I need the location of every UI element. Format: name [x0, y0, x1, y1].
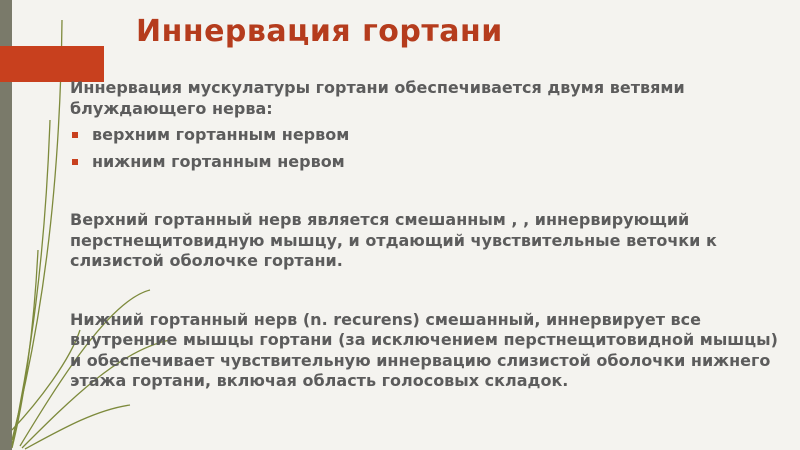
title-accent-bar: [0, 46, 104, 82]
bullet-text: верхним гортанным нервом: [92, 125, 350, 144]
intro-text: Иннервация мускулатуры гортани обеспечивается двумя ветвями блуждающего нерва:: [70, 78, 685, 118]
square-bullet-icon: [72, 159, 78, 165]
bullet-item: [70, 152, 786, 173]
bullet-item: [70, 125, 786, 146]
slide-content: [70, 78, 786, 392]
paragraph-inferior-nerve: Нижний гортанный нерв (n. recurens) смешанный, иннервирует все внутренние мышцы гортани (за исключением перстнещитовидной мышцы) и обеспечивает чувствительную иннервацию слизистой оболочки нижнего этажа гортани, включая область голосовых складок.: [70, 309, 778, 390]
paragraph-superior-nerve: Верхний гортанный нерв является смешанным , , иннервирующий перстнещитовидную мышцу, и отдающий чувствительные веточки к слизистой оболочке гортани.: [70, 210, 717, 270]
bullet-text: нижним гортанным нервом: [92, 151, 345, 171]
slide-title: Иннервация гортани: [136, 14, 503, 49]
bullet-list: [70, 125, 786, 172]
square-bullet-icon: [72, 132, 78, 138]
